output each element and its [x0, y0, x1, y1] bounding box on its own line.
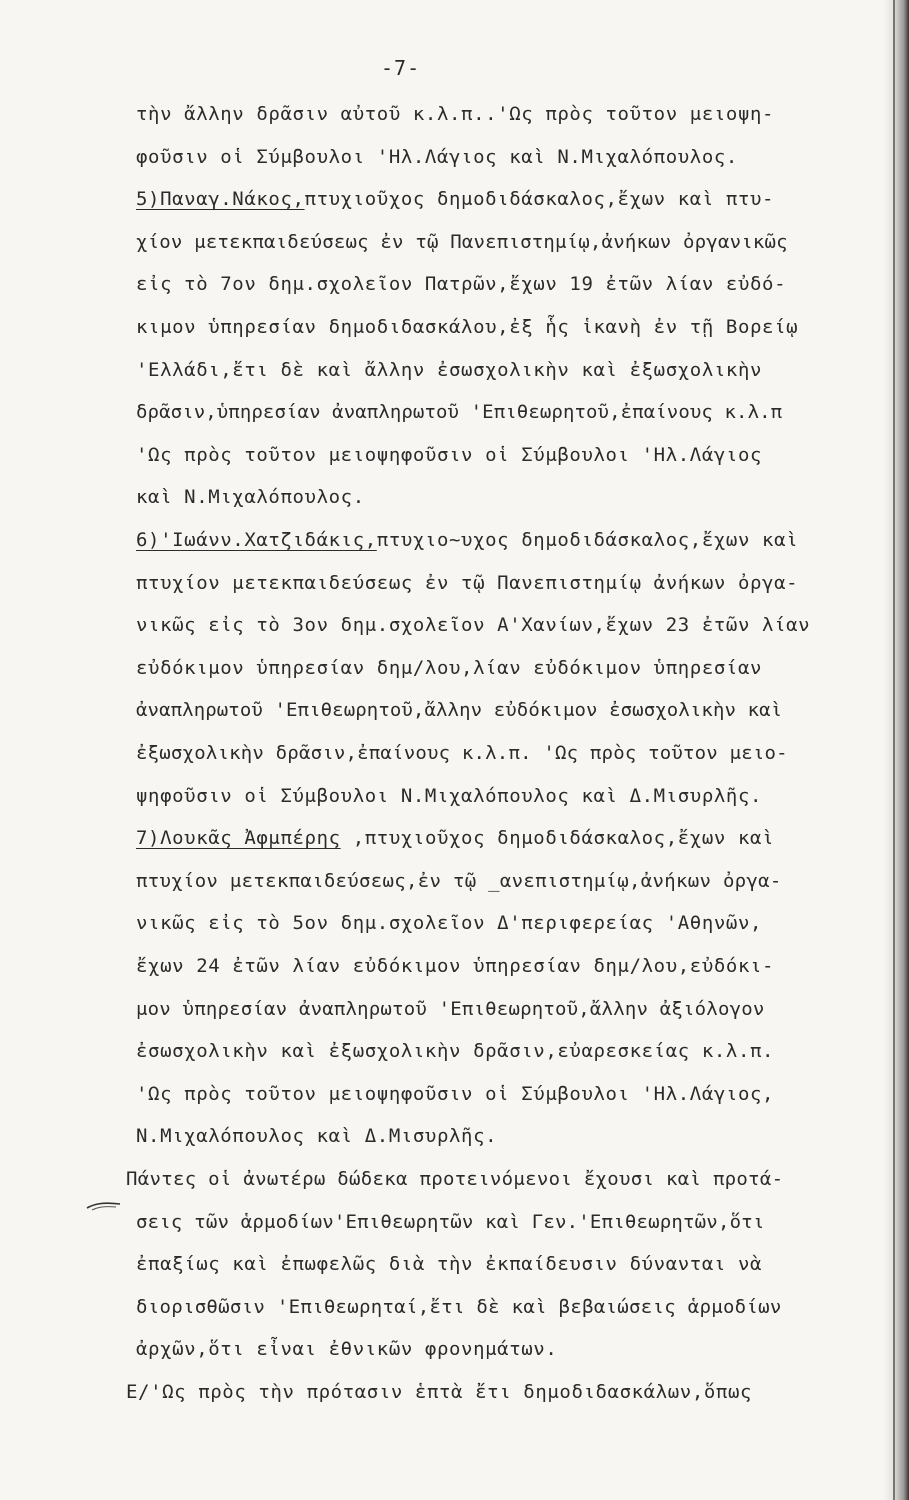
- text-line: [136, 307, 798, 347]
- text-line: [136, 605, 810, 645]
- text-line-content: ἀρχῶν,ὅτι εἶναι ἐθνικῶν φρονημάτων.: [136, 1338, 558, 1361]
- text-line-content: κιμον ὑπηρεσίαν δημοδιδασκάλου,ἐξ ἧς ἱκανὴ ἐν τῇ Βορείῳ: [136, 316, 799, 338]
- text-line: [136, 435, 762, 475]
- text-line-content: ἐσωσχολικὴν καὶ ἐξωσχολικὴν δρᾶσιν,εὐαρεσκείας κ.λ.π.: [136, 1040, 775, 1063]
- text-line: [136, 1287, 782, 1327]
- margin-arrow-mark: [86, 1198, 122, 1212]
- text-line-content: Πάντες οἱ ἀνωτέρω δώδεκα προτεινόμενοι ἔχουσι καὶ προτά-: [126, 1168, 784, 1190]
- text-line: [126, 1372, 752, 1412]
- text-line: [136, 94, 774, 134]
- text-line-content: πτυχίον μετεκπαιδεύσεως,ἐν τῷ _ανεπιστημίῳ,ἀνήκων ὀργα-: [136, 869, 782, 892]
- text-line-content: τὴν ἄλλην δρᾶσιν αὐτοῦ κ.λ.π..'Ως πρὸς τοῦτον μειοψη-: [136, 103, 775, 125]
- text-line: [136, 733, 788, 773]
- underlined-candidate-name: 5)Παναγ.Νάκος,: [136, 188, 305, 211]
- text-line: [136, 1074, 774, 1114]
- page-number: -7-: [381, 56, 421, 80]
- text-line: [136, 137, 738, 177]
- text-line: [136, 264, 786, 304]
- text-line-content: νικῶς εἰς τὸ 3ον δημ.σχολεῖον Α'Χανίων,ἔχων 23 ἐτῶν λίαν: [136, 614, 811, 637]
- text-line-content: Ε/'Ως πρὸς τὴν πρότασιν ἑπτὰ ἔτι δημοδιδασκάλων,ὅπως: [126, 1381, 753, 1403]
- text-line: [136, 1116, 497, 1156]
- text-line: [136, 861, 782, 901]
- text-line: [136, 1329, 557, 1369]
- text-line: [136, 776, 762, 816]
- text-line-content: ἐπαξίως καὶ ἐπωφελῶς διὰ τὴν ἐκπαίδευσιν δύνανται νὰ: [136, 1253, 763, 1276]
- text-line-content: 'Ως πρὸς τοῦτον μειοψηφοῦσιν οἱ Σύμβουλοι 'Ηλ.Λάγιος: [136, 443, 763, 466]
- text-line: [136, 989, 765, 1029]
- text-line: [136, 222, 788, 262]
- text-line-content: εὐδόκιμον ὑπηρεσίαν δημ/λου,λίαν εὐδόκιμον ὑπηρεσίαν: [136, 656, 763, 679]
- text-line-continuation: πτυχιοῦχος δημοδιδάσκαλος,ἔχων καὶ πτυ-: [304, 188, 775, 211]
- text-line-content: καὶ Ν.Μιχαλόπουλος.: [136, 486, 365, 509]
- text-line-content: ἀναπληρωτοῦ 'Επιθεωρητοῦ,ἄλλην εὐδόκιμον ἐσωσχολικὴν καὶ: [136, 699, 783, 722]
- page-edge-line: [893, 0, 895, 1500]
- text-line-content: νικῶς εἰς τὸ 5ον δημ.σχολεῖον Δ'περιφερείας 'Αθηνῶν,: [136, 912, 763, 935]
- text-line-content: ἔχων 24 ἐτῶν λίαν εὐδόκιμον ὑπηρεσίαν δημ/λου,εὐδόκι-: [136, 955, 775, 977]
- text-line: [136, 350, 762, 390]
- text-line-content: σεις τῶν ἁρμοδίων'Επιθεωρητῶν καὶ Γεν.'Επιθεωρητῶν,ὅτι: [136, 1210, 765, 1233]
- text-line-content: πτυχίον μετεκπαιδεύσεως ἐν τῷ Πανεπιστημίῳ ἀνήκων ὀργα-: [136, 571, 799, 594]
- text-line-content: χίον μετεκπαιδεύσεως ἐν τῷ Πανεπιστημίῳ,ἀνήκων ὀργανικῶς: [136, 230, 788, 253]
- text-line: [136, 1244, 762, 1284]
- text-line: [136, 946, 774, 986]
- text-line: [136, 690, 782, 730]
- text-line-content: δρᾶσιν,ὑπηρεσίαν ἀναπληρωτοῦ 'Επιθεωρητοῦ,ἐπαίνους κ.λ.π: [136, 401, 783, 424]
- text-line: [136, 818, 774, 858]
- text-line-continuation: ,πτυχιοῦχος δημοδιδάσκαλος,ἔχων καὶ: [340, 827, 775, 850]
- text-line: [136, 648, 762, 688]
- underlined-candidate-name: 6)'Ιωάνν.Χατζιδάκις,: [136, 529, 377, 551]
- text-line-content: φοῦσιν οἱ Σύμβουλοι 'Ηλ.Λάγιος καὶ Ν.Μιχαλόπουλος.: [136, 145, 738, 168]
- underlined-candidate-name: 7)Λουκᾶς Ἀφμπέρης: [136, 827, 341, 850]
- page-edge-shadow: [883, 0, 909, 1500]
- text-line: [136, 1031, 774, 1071]
- text-line: [136, 477, 365, 517]
- text-line-content: μον ὑπηρεσίαν ἀναπληρωτοῦ 'Επιθεωρητοῦ,ἄλλην ἀξιόλογον: [136, 997, 765, 1020]
- text-line: [136, 563, 798, 603]
- text-line: [126, 1159, 783, 1199]
- text-line-content: 'Ελλάδι,ἔτι δὲ καὶ ἄλλην ἐσωσχολικὴν καὶ ἐξωσχολικὴν: [136, 358, 763, 381]
- text-line: [136, 1202, 765, 1242]
- text-line: [136, 179, 774, 219]
- text-line-content: ψηφοῦσιν οἱ Σύμβουλοι Ν.Μιχαλόπουλος καὶ Δ.Μισυρλῆς.: [136, 784, 763, 807]
- text-line-content: 'Ως πρὸς τοῦτον μειοψηφοῦσιν οἱ Σύμβουλοι 'Ηλ.Λάγιος,: [136, 1082, 775, 1105]
- text-line-content: εἰς τὸ 7ον δημ.σχολεῖον Πατρῶν,ἔχων 19 ἐτῶν λίαν εὐδό-: [136, 273, 787, 296]
- text-line-content: ἐξωσχολικὴν δρᾶσιν,ἐπαίνους κ.λ.π. 'Ως πρὸς τοῦτον μειο-: [136, 742, 788, 764]
- text-line: [136, 392, 782, 432]
- text-line: [136, 903, 762, 943]
- text-line-content: Ν.Μιχαλόπουλος καὶ Δ.Μισυρλῆς.: [136, 1125, 498, 1148]
- text-line: [136, 520, 798, 560]
- text-line-content: διορισθῶσιν 'Επιθεωρηταί,ἔτι δὲ καὶ βεβαιώσεις ἁρμοδίων: [136, 1295, 782, 1318]
- text-line-continuation: πτυχιο~υχος δημοδιδάσκαλος,ἔχων καὶ: [376, 529, 799, 551]
